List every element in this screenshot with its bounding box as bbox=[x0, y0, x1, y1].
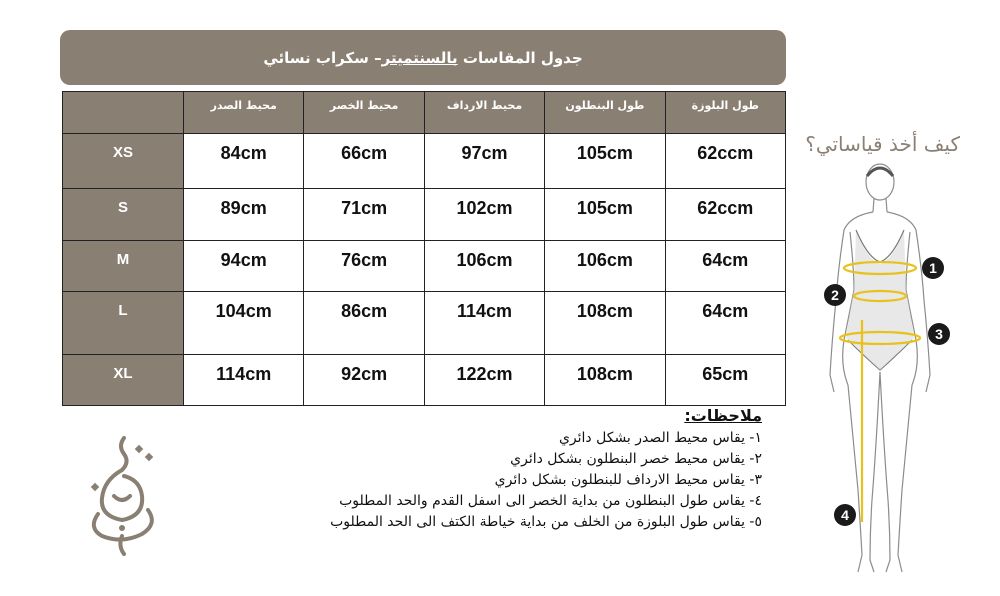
page-title bbox=[263, 49, 582, 67]
table-row bbox=[63, 292, 786, 355]
size-label: L bbox=[63, 292, 184, 355]
size-chart-table bbox=[62, 91, 786, 406]
table-cell: 102cm bbox=[424, 189, 544, 241]
table-cell: 106cm bbox=[424, 241, 544, 292]
column-header: محيط الصدر bbox=[184, 92, 304, 134]
table-cell: 84cm bbox=[184, 134, 304, 189]
table-cell: 105cm bbox=[545, 134, 665, 189]
column-header: محيط الارداف bbox=[424, 92, 544, 134]
marker-4-badge: 4 bbox=[834, 504, 856, 526]
table-cell: 62ccm bbox=[665, 189, 785, 241]
table-cell: 94cm bbox=[184, 241, 304, 292]
column-header: طول البنطلون bbox=[545, 92, 665, 134]
table-row bbox=[63, 241, 786, 292]
table-cell: 64cm bbox=[665, 292, 785, 355]
table-cell: 62ccm bbox=[665, 134, 785, 189]
size-label: XL bbox=[63, 355, 184, 406]
table-cell: 105cm bbox=[545, 189, 665, 241]
table-row bbox=[63, 134, 786, 189]
table-cell: 108cm bbox=[545, 355, 665, 406]
table-cell: 64cm bbox=[665, 241, 785, 292]
table-cell: 76cm bbox=[304, 241, 424, 292]
table-cell: 106cm bbox=[545, 241, 665, 292]
table-cell: 86cm bbox=[304, 292, 424, 355]
title-part-2: بالسنتميتر bbox=[381, 48, 458, 67]
marker-2-badge: 2 bbox=[824, 284, 846, 306]
marker-1-badge: 1 bbox=[922, 257, 944, 279]
column-header: محيط الخصر bbox=[304, 92, 424, 134]
notes-title: ملاحظات: bbox=[684, 406, 762, 425]
size-label: XS bbox=[63, 134, 184, 189]
column-header: طول البلوزة bbox=[665, 92, 785, 134]
note-item: ١- يقاس محيط الصدر بشكل دائري bbox=[558, 430, 762, 446]
table-corner-cell bbox=[63, 92, 184, 134]
table-row bbox=[63, 355, 786, 406]
table-header-row bbox=[63, 92, 786, 134]
table-cell: 114cm bbox=[184, 355, 304, 406]
table-cell: 66cm bbox=[304, 134, 424, 189]
measure-guide-title: كيف أخذ قياساتي؟ bbox=[805, 132, 960, 156]
brand-logo bbox=[78, 432, 168, 556]
size-label: M bbox=[63, 241, 184, 292]
table-cell: 97cm bbox=[424, 134, 544, 189]
table-cell: 65cm bbox=[665, 355, 785, 406]
table-row bbox=[63, 189, 786, 241]
marker-3-badge: 3 bbox=[928, 323, 950, 345]
note-item: ٣- يقاس محيط الارداف للبنطلون بشكل دائري bbox=[494, 472, 762, 488]
notes-section bbox=[262, 405, 762, 533]
size-label: S bbox=[63, 189, 184, 241]
table-cell: 108cm bbox=[545, 292, 665, 355]
table-cell: 104cm bbox=[184, 292, 304, 355]
table-cell: 89cm bbox=[184, 189, 304, 241]
table-cell: 92cm bbox=[304, 355, 424, 406]
body-figure-illustration bbox=[810, 160, 970, 580]
title-part-1: جدول المقاسات bbox=[457, 48, 583, 67]
note-item: ٥- يقاس طول البلوزة من الخلف من بداية خياطة الكتف الى الحد المطلوب bbox=[330, 514, 762, 530]
table-cell: 71cm bbox=[304, 189, 424, 241]
title-part-3: – سكراب نسائي bbox=[263, 48, 382, 67]
title-banner bbox=[60, 30, 786, 85]
table-cell: 122cm bbox=[424, 355, 544, 406]
note-item: ٤- يقاس طول البنطلون من بداية الخصر الى اسفل القدم والحد المطلوب bbox=[339, 493, 762, 509]
note-item: ٢- يقاس محيط خصر البنطلون بشكل دائري bbox=[510, 451, 762, 467]
calligraphy-logo-icon bbox=[78, 432, 168, 556]
table-cell: 114cm bbox=[424, 292, 544, 355]
